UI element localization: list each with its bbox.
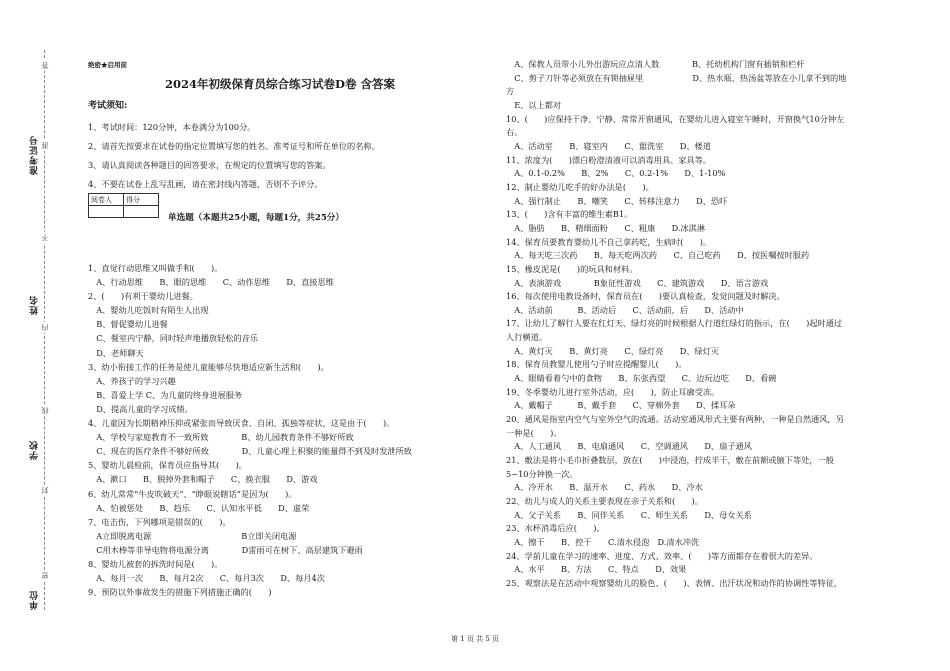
secret-label: 绝密★启用前 (88, 61, 127, 69)
notice-item: 2、请首先按要求在试卷的指定位置填写您的姓名、准考证号和所在单位的名称。 (88, 141, 380, 151)
binding-word: 不 (41, 234, 49, 241)
question-line: A、水平 B、方法 C、特点 D、效果 (506, 564, 687, 575)
binding-field-unit: 单位 (30, 590, 40, 610)
question-line: A、人工通风 B、电扇通风 C、空调通风 D、扇子通风 (506, 441, 752, 452)
binding-word: 答 (41, 62, 49, 69)
question-line: A、活动前 B、活动后 C、活动前，后 D、活动中 (506, 304, 744, 315)
notice-item: 3、请认真阅读各种题目的回答要求，在规定的位置填写您的答案。 (88, 160, 331, 170)
question-line: 23、水杯消毒后应( )。 (506, 523, 605, 534)
question-line: A、戴帽子 B、戴手套 C、穿棉外套 D、揉耳朵 (506, 400, 736, 411)
question-line: B、督促婴幼儿进餐 (88, 319, 168, 330)
question-line: A、保教人员带小儿外出游玩应点清人数 B、托幼机构门窗有插销和栏杆 (506, 59, 805, 69)
question-line: C、剪子刀针等必须放在有锁抽屉里 D、热水瓶、热汤盆等放在小儿拿不到的地 (506, 72, 847, 83)
section-title: 单选题（本题共25小题，每题1分，共25分） (168, 213, 344, 223)
binding-field-school: 学校 (30, 440, 40, 460)
binding-word: 线 (41, 407, 49, 414)
question-line: A、0.1-0.2% B、2% C、0.2-1% D、1-10% (506, 168, 726, 179)
questions-right-column (506, 58, 921, 591)
question-line: A、活动室 B、寝室内 C、盥洗室 D、楼道 (506, 140, 711, 151)
question-line: 13、( )含有丰富的维生素B1。 (506, 209, 633, 220)
question-line: A、漱口 B、脱掉外套和帽子 C、换衣服 D、游戏 (88, 474, 318, 485)
question-line: 方 (506, 86, 515, 97)
question-line: 8、婴幼儿被套的拆洗时间是( )。 (88, 558, 223, 569)
question-line: A、黄灯灭 B、黄灯亮 C、绿灯亮 D、绿灯灭 (506, 345, 720, 356)
binding-field-name: 姓名 (30, 295, 40, 315)
question-line: 25、观察法是在活动中观察婴幼儿的脸色、( )、表情、出汗状况和动作的协调性等特征， (506, 577, 843, 588)
question-line: 12、制止婴幼儿吃手的好办法是( )。 (506, 181, 654, 192)
score-table (88, 193, 159, 218)
question-line: 右。 (506, 127, 523, 138)
binding-word: 内 (41, 324, 49, 331)
question-line: D、老师聊天 (88, 347, 144, 358)
question-line: A、父子关系 B、同伴关系 C、师生关系 D、母女关系 (506, 509, 752, 520)
score-table-score-cell[interactable] (124, 206, 159, 218)
question-line: A、冷开水 B、温开水 C、药水 D、冷水 (506, 482, 703, 493)
question-line: 人行横道。 (506, 332, 547, 343)
question-line: A、眼睛看着勺中的食物 B、东张西望 C、边玩边吃 D、看碗 (506, 373, 777, 384)
question-line: A、行动思维 B、眼的思维 C、动作思维 D、直接思维 (88, 277, 334, 288)
question-line: A、擦干 B、控干 C.清水侵泡 D.清水冲洗 (506, 536, 700, 547)
question-line: 17、让幼儿了解行人要在红灯天、绿灯亮的时候根据人行道红绿灯的指示，在( )起时通过 (506, 318, 843, 329)
question-line: 18、保育员教婴儿使用勺子时应提醒婴儿( )。 (506, 359, 687, 370)
questions-left-column (88, 261, 483, 599)
question-line: A、怕被惩处 B、趋乐 C、认知水平低 D、虚荣 (88, 502, 310, 513)
question-line: 9、预防以外事故发生的措施下列措施正确的( ) (88, 587, 272, 598)
question-line: A、强行制止 B、嘲笑 C、转移注意力 D、恐吓 (506, 195, 728, 206)
question-line: 16、每次使用电教设备时，保育员在( )要认真检查，发觉问题及时解决。 (506, 291, 785, 302)
notice-item: 4、不要在试卷上乱写乱画，请在密封线内答题，否则不予评分。 (88, 179, 323, 189)
notice-heading: 考试须知: (88, 101, 128, 111)
question-line: 11、浓度为( )漂白粉澄清液可以消毒用具、家具等。 (506, 154, 712, 165)
question-line: A立即脱离电源 B立即关闭电源 (88, 530, 297, 541)
binding-word: 密 (41, 572, 49, 579)
question-line: 20、通风是指室内空气与室外空气的流通。活动室通风形式主要有两种，一种是自然通风，另 (506, 414, 844, 425)
binding-field-exam-number: 准考证号 (30, 135, 40, 175)
question-line: 1、直觉行动思维又叫做手和( )。 (88, 263, 223, 273)
question-line: B、喜爱上学 C、为儿童的终身进展服务 (88, 389, 243, 400)
question-line: 21、敷法是将小毛巾折叠数层，放在( )中浸泡，拧成半干，敷在前额或腋下等处，一般 (506, 455, 834, 466)
question-line: 4、儿童因为长期精神压抑或紧张而导致厌食、自闭、孤独等症状，这是由于( )。 (88, 418, 395, 429)
binding-word: 封 (41, 487, 49, 494)
notice-item: 1、考试时间：120分钟，本卷满分为100分。 (88, 122, 256, 132)
page-footer: 第 1 页 共 5 页 (450, 635, 500, 643)
notice-list (88, 118, 483, 194)
question-line: 7、电击伤，下列哪项是错误的( )。 (88, 516, 231, 527)
question-line: A、每月一次 B、每月2次 C、每月3次 D、每月4次 (88, 573, 325, 584)
question-line: 15、橡皮泥是( )的玩具和材料。 (506, 263, 638, 274)
question-line: 14、保育员要教育婴幼儿不自己拿药吃，生病时( )。 (506, 236, 712, 247)
question-line: A、养孩子的学习兴趣 (88, 375, 176, 386)
question-line: C、餐室内宁静，同时轻声地播放轻松的音乐 (88, 333, 259, 344)
binding-word: 准 (41, 142, 49, 149)
score-table-grader-cell[interactable] (89, 206, 124, 218)
question-line: C、现在的医疗条件不够好所致 D、儿童心理上积聚的能量得不到及时发泄所致 (88, 446, 412, 457)
question-line: A、每天吃三次药 B、每天吃两次药 C、自己吃药 D、按医嘱按时服药 (506, 250, 810, 261)
question-line: A、脂肪 B、精细面粉 C、粗康 D.冰淇淋 (506, 222, 706, 233)
question-line: 22、幼儿与成人的关系主要表现在亲子关系和( )。 (506, 496, 703, 506)
score-table-grader-header: 阅卷人 (89, 194, 124, 206)
question-line: 一种是( )。 (506, 427, 562, 438)
question-line: 5、婴幼儿晨检前，保育员应指导其( )。 (88, 460, 247, 471)
question-line: E、以上都对 (506, 99, 562, 110)
question-line: 6、幼儿常常“牛皮吹破天”、“睁眼说瞎话”是因为( )。 (88, 488, 297, 499)
question-line: A、学校与家庭教育不一致所致 B、幼儿园教育条件不够好所致 (88, 432, 354, 443)
question-line: 3、幼小衔接工作的任务是使儿童能够尽快地适应新生活和( )。 (88, 361, 329, 372)
question-line: 19、冬季婴幼儿进行室外活动，应( )，防止耳廓受冻。 (506, 386, 720, 397)
question-line: 2、( )有利于婴幼儿进餐。 (88, 291, 198, 302)
question-line: D、提高儿童的学习成绩。 (88, 403, 193, 414)
page-title: 2024年初级保育员综合练习试卷D卷 含答案 (165, 77, 395, 91)
question-line: A、表演游戏 B象征性游戏 C、建筑游戏 D、语言游戏 (506, 277, 769, 288)
score-table-score-header: 得分 (124, 194, 159, 206)
question-line: 5~10分钟换一次。 (506, 468, 578, 479)
question-line: 10、( )应保持干净、宁静、常常开窗通风，在婴幼儿进入寝室午睡时，开窗换气10分钟左 (506, 113, 845, 124)
question-line: C用木棒等非导电物将电源分离 D雷雨可在树下、高层建筑下避雨 (88, 544, 363, 555)
question-line: 24、学前儿童在学习的速率、进度、方式、效率、( )等方面都存在着很大的差异。 (506, 550, 818, 561)
question-line: A、婴幼儿吃饭时有陌生人出现 (88, 305, 209, 316)
